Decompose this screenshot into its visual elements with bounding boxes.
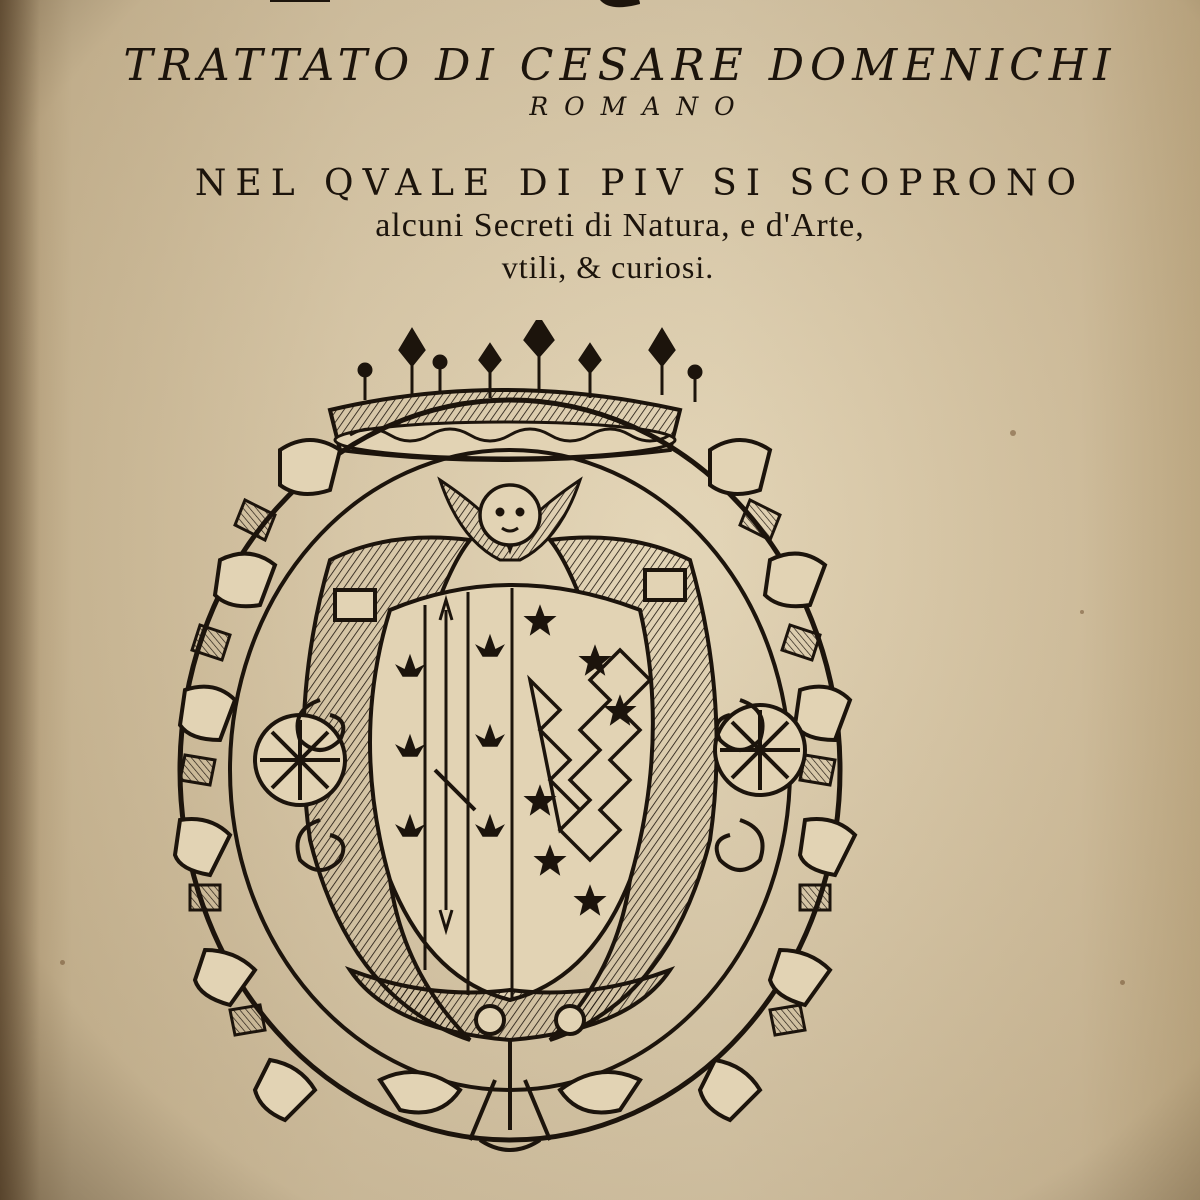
- coat-of-arms-woodcut-icon: [150, 320, 1050, 1200]
- cropped-title-fragment: [0, 0, 1200, 22]
- bottom-knot-ornament: [350, 970, 670, 1150]
- subtitle-caps: NEL QVALE DI PIV SI SCOPRONO: [194, 163, 1086, 204]
- subtitle-line-2: alcuni Secreti di Natura, e d'Arte,: [375, 207, 865, 244]
- crown-icon: [330, 320, 701, 460]
- treatise-title: TRATTATO DI CESARE DOMENICHI: [123, 40, 1117, 91]
- shield-icon: [370, 585, 653, 1000]
- spine-shadow: [0, 0, 40, 1200]
- paper-speck: [1080, 610, 1084, 614]
- paper-speck: [60, 960, 65, 965]
- paper-speck: [1120, 980, 1125, 985]
- subtitle-line-3: vtili, & curiosi.: [501, 249, 715, 285]
- paper-speck: [1010, 430, 1016, 436]
- author-origin: ROMANO: [529, 92, 751, 121]
